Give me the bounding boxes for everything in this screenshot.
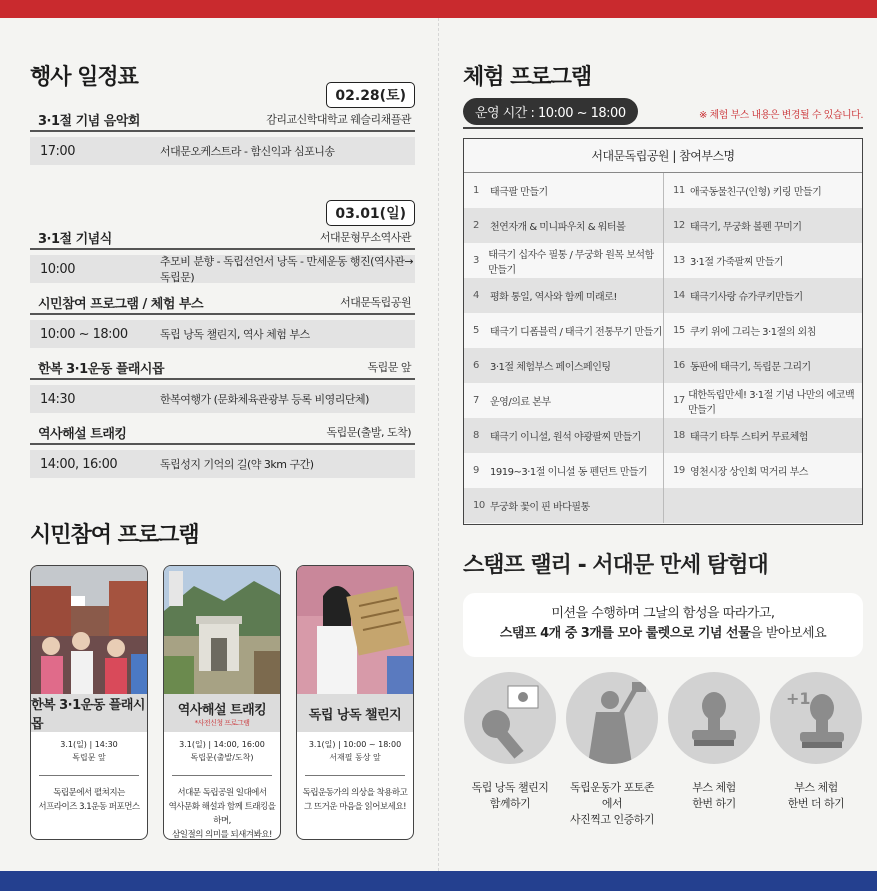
booth-name: 쿠키 위에 그리는 3·1절의 외침 — [690, 327, 816, 338]
card-desc-line: 삼일절의 의미를 되새겨봐요! — [172, 830, 272, 840]
date-badge-0228: 02.28(토) — [326, 82, 415, 108]
step-label-line: 부스 체험 — [692, 781, 736, 794]
booth-number: 1 — [473, 185, 479, 196]
booth-number: 14 — [673, 290, 685, 301]
card-name — [297, 694, 413, 732]
card-desc-line: 독립운동가의 의상을 착용하고 — [302, 788, 408, 798]
card-info — [305, 732, 405, 776]
booth-number: 10 — [473, 500, 485, 511]
booth-item — [664, 453, 862, 488]
card-desc — [164, 776, 280, 840]
event-name: 3·1절 기념식 — [38, 231, 112, 247]
event-time: 14:30 — [40, 391, 75, 407]
program-card-reading[interactable] — [296, 565, 414, 840]
booth-name: 태극기, 무궁화 볼펜 꾸미기 — [690, 222, 802, 233]
booth-name: 태극기 십자수 필통 / 무궁화 원목 보석함 만들기 — [488, 249, 654, 276]
fold-line — [438, 18, 439, 871]
booth-number: 7 — [473, 395, 479, 406]
citizen-title: 시민참여 프로그램 — [30, 523, 199, 548]
citizen-cards — [30, 565, 415, 840]
booth-column-right — [663, 173, 862, 523]
event-desc: 독립 낭독 챌린지, 역사 체험 부스 — [160, 328, 310, 341]
mission-tail: 을 받아보세요 — [750, 626, 827, 641]
booth-name: 3·1절 체험부스 페이스페인팅 — [490, 362, 611, 373]
booth-item — [664, 348, 862, 383]
event-row — [30, 385, 415, 413]
booth-number: 9 — [473, 465, 479, 476]
booth-item — [464, 173, 663, 208]
stamp-icon — [668, 672, 760, 764]
booth-item — [664, 243, 862, 278]
flashmob-photo — [31, 566, 147, 694]
booth-name: 태극기 타투 스티커 무료체험 — [690, 432, 808, 443]
card-desc-line: 그 뜨거운 마음을 읽어보세요! — [303, 802, 407, 812]
booth-item — [464, 418, 663, 453]
event-desc: 추모비 분향 - 독립선언서 낭독 - 만세운동 행진(역사관→독립문) — [160, 255, 414, 284]
booth-number: 19 — [673, 465, 685, 476]
booth-item — [664, 418, 862, 453]
booth-grid — [464, 173, 862, 523]
card-name — [164, 694, 280, 732]
event-name: 한복 3·1운동 플래시몹 — [38, 361, 165, 377]
program-card-tracking[interactable] — [163, 565, 281, 840]
card-desc-line: 서대문 독립공원 일대에서 — [177, 788, 267, 798]
booth-number: 17 — [673, 395, 685, 406]
mission-line1: 미션을 수행하며 그날의 함성을 따라가고, — [551, 606, 775, 621]
event-place: 감리교신학대학교 웨슬리채플관 — [266, 113, 411, 126]
booth-number: 3 — [473, 255, 479, 266]
card-name — [31, 694, 147, 732]
program-card-flashmob[interactable] — [30, 565, 148, 840]
event-time: 14:00, 16:00 — [40, 456, 118, 472]
booth-item — [464, 453, 663, 488]
booth-name: 태극기 이니셜, 원석 야광팔찌 만들기 — [490, 432, 641, 443]
card-subtitle: *사전신청 프로그램 — [194, 718, 250, 727]
event-row — [30, 320, 415, 348]
booth-name: 동판에 태극기, 독립문 그리기 — [690, 362, 811, 373]
card-location: 독립문 앞 — [72, 753, 106, 762]
card-datetime: 3.1(일) | 14:30 — [60, 740, 118, 749]
plus-one-text: +1 — [786, 689, 811, 708]
booth-item — [664, 173, 862, 208]
card-title: 독립 낭독 챌린지 — [308, 707, 402, 723]
booth-number: 2 — [473, 220, 479, 231]
card-title: 한복 3·1운동 플래시몹 — [31, 698, 145, 732]
booth-item — [464, 348, 663, 383]
event-header — [30, 356, 415, 380]
booth-name: 천연자개 & 미니파우치 & 워터볼 — [490, 222, 626, 233]
step-label — [565, 780, 659, 828]
booth-number: 12 — [673, 220, 685, 231]
booth-number: 11 — [673, 185, 685, 196]
booth-number: 5 — [473, 325, 479, 336]
booth-number: 18 — [673, 430, 685, 441]
tracking-photo — [164, 566, 280, 694]
step-label-line: 함께하기 — [489, 797, 531, 810]
experience-title: 체험 프로그램 — [463, 65, 592, 90]
step-label-line: 한번 더 하기 — [787, 797, 845, 810]
event-header — [30, 421, 415, 445]
card-desc-line: 역사문화 해설과 함께 트래킹을 하며, — [168, 802, 276, 826]
step-label-line: 독립운동가 포토존에서 — [569, 781, 654, 810]
step-label-line: 사진찍고 인증하기 — [569, 813, 654, 826]
card-datetime: 3.1(일) | 14:00, 16:00 — [179, 740, 265, 749]
card-info — [172, 732, 272, 776]
stamp-step — [463, 672, 557, 812]
booth-table-header: 서대문독립공원 | 참여부스명 — [464, 139, 862, 173]
booth-number: 6 — [473, 360, 479, 371]
booth-item — [464, 278, 663, 313]
mission-box — [463, 593, 863, 657]
booth-number: 8 — [473, 430, 479, 441]
booth-name: 태극기 디폼블럭 / 태극기 전통무기 만들기 — [490, 327, 662, 338]
event-row — [30, 255, 415, 283]
booth-number: 16 — [673, 360, 685, 371]
event-name: 역사해설 트래킹 — [38, 426, 127, 442]
booth-name: 평화 통일, 역사와 함께 미래로! — [490, 292, 617, 303]
top-color-bar — [0, 0, 877, 18]
stamp-step — [769, 672, 863, 812]
booth-table — [463, 138, 863, 525]
card-desc — [31, 776, 147, 814]
reading-photo — [297, 566, 413, 694]
independence-activist-icon — [566, 672, 658, 764]
bottom-color-bar — [0, 871, 877, 891]
event-place: 서대문형무소역사관 — [319, 231, 411, 244]
event-row — [30, 137, 415, 165]
event-place: 서대문독립공원 — [340, 296, 411, 309]
booth-number: 13 — [673, 255, 685, 266]
divider — [463, 127, 863, 129]
event-place: 독립문 앞 — [367, 361, 411, 374]
card-desc — [297, 776, 413, 814]
stamp-plus-icon — [770, 672, 862, 764]
card-desc-line: 서프라이즈 3.1운동 퍼포먼스 — [38, 802, 140, 812]
card-location: 서재필 동상 앞 — [329, 753, 381, 762]
event-header — [30, 226, 415, 250]
event-time: 10:00 ~ 18:00 — [40, 326, 128, 342]
booth-column-left — [464, 173, 663, 523]
event-desc: 서대문오케스트라 - 함신익과 심포니송 — [160, 145, 335, 158]
stamp-step — [565, 672, 659, 828]
card-datetime: 3.1(일) | 10:00 ~ 18:00 — [308, 740, 402, 749]
stamp-rally-title: 스탬프 랠리 - 서대문 만세 탐험대 — [463, 553, 768, 578]
event-place: 독립문(출발, 도착) — [326, 426, 411, 439]
booth-name: 애국동물친구(인형) 키링 만들기 — [690, 187, 822, 198]
booth-number: 4 — [473, 290, 479, 301]
event-header — [30, 108, 415, 132]
step-label-line: 부스 체험 — [794, 781, 838, 794]
card-desc-line: 독립문에서 펼쳐지는 — [53, 788, 125, 798]
schedule-title: 행사 일정표 — [30, 65, 138, 90]
booth-name: 태극팔 만들기 — [490, 187, 548, 198]
booth-item — [664, 383, 862, 418]
booth-name: 3·1절 가죽팔찌 만들기 — [690, 257, 784, 268]
booth-item — [464, 488, 663, 523]
booth-number: 15 — [673, 325, 685, 336]
stamp-steps — [463, 672, 863, 852]
event-name: 시민참여 프로그램 / 체험 부스 — [38, 296, 204, 312]
event-name: 3·1절 기념 음악회 — [38, 113, 140, 129]
booth-name: 대한독립만세! 3·1절 기념 나만의 에코백 만들기 — [688, 389, 855, 416]
event-time: 17:00 — [40, 143, 75, 159]
event-row — [30, 450, 415, 478]
booth-item — [664, 278, 862, 313]
mission-emphasis: 스탬프 4개 중 3개를 모아 룰렛으로 기념 선물 — [499, 626, 751, 641]
event-desc: 한복여행가 (문화체육관광부 등록 비영리단체) — [160, 393, 369, 406]
event-time: 10:00 — [40, 261, 75, 277]
stamp-step — [667, 672, 761, 812]
booth-name: 태극기사랑 슈가쿠키만들기 — [690, 292, 803, 303]
booth-item — [664, 313, 862, 348]
booth-name: 1919~3·1절 이니셜 동 펜던트 만들기 — [490, 467, 648, 478]
card-info — [39, 732, 139, 776]
date-badge-0301: 03.01(일) — [326, 200, 415, 226]
microphone-icon — [464, 672, 556, 764]
step-label — [463, 780, 557, 812]
card-title: 역사해설 트래킹 — [177, 702, 267, 718]
booth-item — [464, 208, 663, 243]
step-label — [769, 780, 863, 812]
operating-hours-badge: 운영 시간 : 10:00 ~ 18:00 — [463, 98, 638, 125]
step-label-line: 독립 낭독 챌린지 — [471, 781, 549, 794]
change-notice: ※ 체험 부스 내용은 변경될 수 있습니다. — [698, 110, 863, 121]
booth-name: 운영/의료 본부 — [490, 397, 551, 408]
booth-item — [464, 313, 663, 348]
booth-name: 무궁화 꽃이 핀 바다필통 — [490, 502, 590, 513]
mission-line2 — [463, 624, 863, 644]
booth-item — [664, 488, 862, 523]
booth-item — [664, 208, 862, 243]
card-location: 독립문(출발/도착) — [190, 753, 254, 762]
event-header — [30, 291, 415, 315]
booth-item — [464, 383, 663, 418]
step-label — [667, 780, 761, 812]
booth-item — [464, 243, 663, 278]
booth-name: 영천시장 상인회 먹거리 부스 — [690, 467, 808, 478]
event-desc: 독립성지 기억의 길(약 3km 구간) — [160, 458, 314, 471]
step-label-line: 한번 하기 — [692, 797, 736, 810]
